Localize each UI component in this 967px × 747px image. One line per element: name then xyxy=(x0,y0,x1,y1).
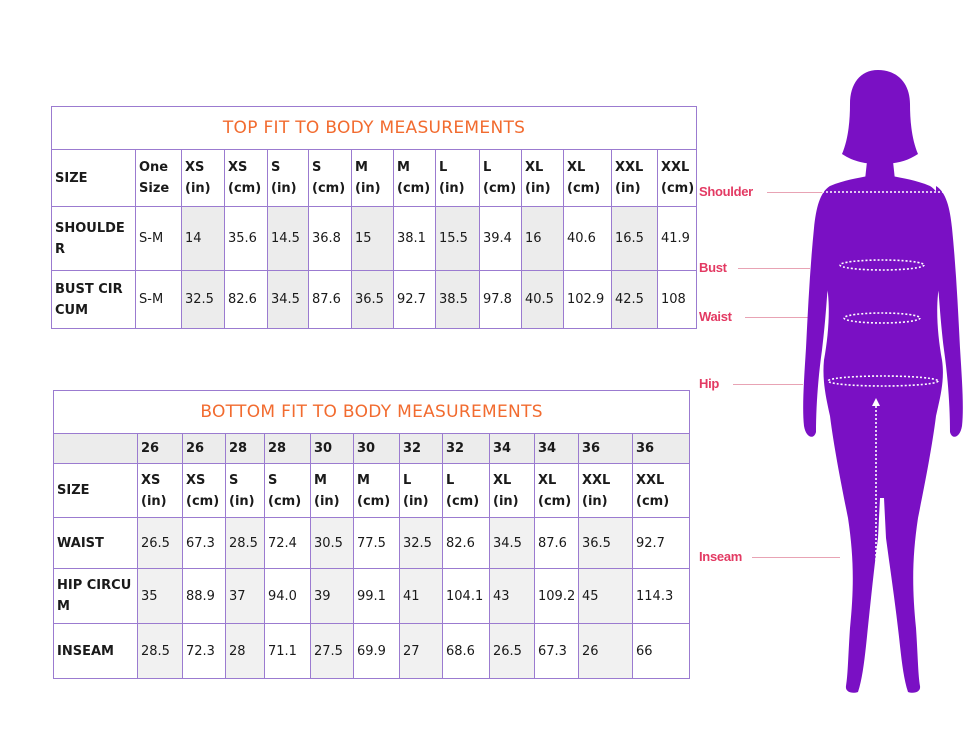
size-unit: (cm) xyxy=(312,181,346,196)
bust-label: Bust xyxy=(699,260,727,275)
measurement-cell: 30.5 xyxy=(311,518,354,569)
size-name: L xyxy=(403,472,412,488)
row-label: SHOULDER xyxy=(52,207,136,271)
size-unit: (in) xyxy=(185,181,211,196)
size-unit: (in) xyxy=(615,181,641,196)
bottom-table-title: BOTTOM FIT TO BODY MEASUREMENTS xyxy=(54,391,690,434)
measurement-cell: 41 xyxy=(400,569,443,624)
size-column-header xyxy=(633,464,690,518)
size-unit: (in) xyxy=(582,493,608,509)
top-table-row xyxy=(52,271,697,329)
measurement-cell: 37 xyxy=(226,569,265,624)
size-unit: (in) xyxy=(439,181,465,196)
measurement-cell: 36.5 xyxy=(579,518,633,569)
measurement-cell: 72.3 xyxy=(183,624,226,679)
size-column-header xyxy=(535,464,579,518)
silhouette-shape xyxy=(803,70,963,693)
size-name: M xyxy=(357,472,370,488)
top-fit-table xyxy=(51,106,697,329)
size-column-header xyxy=(226,464,265,518)
inseam-label: Inseam xyxy=(699,549,743,564)
numeric-size-header: 30 xyxy=(354,434,400,464)
size-column-header xyxy=(136,150,182,207)
waist-label: Waist xyxy=(699,309,732,324)
size-name: L xyxy=(439,160,448,175)
measurement-cell: 92.7 xyxy=(633,518,690,569)
measurement-cell: 16 xyxy=(522,207,564,271)
size-name: XS xyxy=(141,472,161,488)
measurement-cell: 35.6 xyxy=(225,207,268,271)
size-header: SIZE xyxy=(54,464,138,518)
size-column-header xyxy=(564,150,612,207)
size-unit: (cm) xyxy=(661,181,695,196)
size-column-header xyxy=(138,464,183,518)
size-unit: (in) xyxy=(355,181,381,196)
size-name: XXL xyxy=(661,160,690,175)
size-unit: (cm) xyxy=(186,493,220,509)
measurement-cell: 40.5 xyxy=(522,271,564,329)
size-column-header xyxy=(265,464,311,518)
row-label: HIP CIRCUM xyxy=(54,569,138,624)
size-name: XXL xyxy=(615,160,644,175)
bottom-table-row xyxy=(54,518,690,569)
size-column-header xyxy=(490,464,535,518)
measurement-cell: 43 xyxy=(490,569,535,624)
body-silhouette xyxy=(800,68,967,708)
measurement-cell: 99.1 xyxy=(354,569,400,624)
measurement-cell: 26 xyxy=(579,624,633,679)
numeric-size-header: 32 xyxy=(400,434,443,464)
size-name: S xyxy=(268,472,278,488)
size-unit: (cm) xyxy=(268,493,302,509)
size-column-header xyxy=(352,150,394,207)
size-name: S xyxy=(229,472,239,488)
size-column-header xyxy=(400,464,443,518)
measurement-cell: 39.4 xyxy=(480,207,522,271)
size-unit: Size xyxy=(139,181,170,196)
row-label: BUST CIRCUM xyxy=(52,271,136,329)
shoulder-label: Shoulder xyxy=(699,184,753,199)
size-column-header xyxy=(268,150,309,207)
size-column-header xyxy=(579,464,633,518)
measurement-cell: 45 xyxy=(579,569,633,624)
measurement-cell: S-M xyxy=(136,207,182,271)
measurement-cell: 66 xyxy=(633,624,690,679)
measurement-cell: 32.5 xyxy=(182,271,225,329)
size-unit: (in) xyxy=(141,493,167,509)
numeric-size-header: 34 xyxy=(535,434,579,464)
measurement-cell: 71.1 xyxy=(265,624,311,679)
size-column-header xyxy=(183,464,226,518)
size-name: L xyxy=(446,472,455,488)
size-name: S xyxy=(312,160,322,175)
size-column-header xyxy=(309,150,352,207)
measurement-cell: 39 xyxy=(311,569,354,624)
measurement-cell: 94.0 xyxy=(265,569,311,624)
hip-label: Hip xyxy=(699,376,720,391)
measurement-cell: 82.6 xyxy=(443,518,490,569)
measurement-cell: 15 xyxy=(352,207,394,271)
measurement-cell: 104.1 xyxy=(443,569,490,624)
size-name: XL xyxy=(538,472,557,488)
row-label: INSEAM xyxy=(54,624,138,679)
measurement-cell: 87.6 xyxy=(535,518,579,569)
numeric-size-header: 36 xyxy=(633,434,690,464)
size-unit: (cm) xyxy=(538,493,572,509)
size-header: SIZE xyxy=(52,150,136,207)
measurement-cell: 41.9 xyxy=(658,207,697,271)
bottom-fit-table xyxy=(53,390,690,679)
measurement-cell: 42.5 xyxy=(612,271,658,329)
measurement-cell: 77.5 xyxy=(354,518,400,569)
size-column-header xyxy=(354,464,400,518)
measurement-cell: 28.5 xyxy=(226,518,265,569)
measurement-cell: 14 xyxy=(182,207,225,271)
bottom-header-row xyxy=(54,464,690,518)
size-name: XL xyxy=(493,472,512,488)
size-name: XL xyxy=(525,160,544,175)
size-column-header xyxy=(612,150,658,207)
numeric-size-header: 28 xyxy=(265,434,311,464)
size-name: XS xyxy=(186,472,206,488)
size-name: XXL xyxy=(582,472,611,488)
measurement-cell: 82.6 xyxy=(225,271,268,329)
size-name: XS xyxy=(228,160,248,175)
measurement-cell: 38.5 xyxy=(436,271,480,329)
top-header-row xyxy=(52,150,697,207)
measurement-cell: 36.8 xyxy=(309,207,352,271)
size-column-header xyxy=(394,150,436,207)
measurement-cell: 109.2 xyxy=(535,569,579,624)
measurement-cell: S-M xyxy=(136,271,182,329)
measurement-cell: 40.6 xyxy=(564,207,612,271)
size-unit: (cm) xyxy=(636,493,670,509)
measurement-cell: 35 xyxy=(138,569,183,624)
size-column-header xyxy=(522,150,564,207)
size-name: XS xyxy=(185,160,205,175)
measurement-cell: 34.5 xyxy=(490,518,535,569)
measurement-cell: 108 xyxy=(658,271,697,329)
size-name: M xyxy=(355,160,368,175)
size-column-header xyxy=(480,150,522,207)
numeric-size-header: 26 xyxy=(183,434,226,464)
measurement-cell: 27 xyxy=(400,624,443,679)
measurement-cell: 26.5 xyxy=(490,624,535,679)
size-column-header xyxy=(311,464,354,518)
waist-leader xyxy=(745,317,808,318)
size-unit: (cm) xyxy=(446,493,480,509)
measurement-cell: 102.9 xyxy=(564,271,612,329)
measurement-cell: 26.5 xyxy=(138,518,183,569)
size-name: S xyxy=(271,160,281,175)
size-column-header xyxy=(182,150,225,207)
size-column-header xyxy=(658,150,697,207)
measurement-cell: 92.7 xyxy=(394,271,436,329)
hip-leader xyxy=(733,384,803,385)
top-table-title: TOP FIT TO BODY MEASUREMENTS xyxy=(52,107,697,150)
measurement-cell: 87.6 xyxy=(309,271,352,329)
measurement-cell: 97.8 xyxy=(480,271,522,329)
measurement-cell: 28 xyxy=(226,624,265,679)
numeric-size-header: 26 xyxy=(138,434,183,464)
measurement-cell: 14.5 xyxy=(268,207,309,271)
size-unit: (in) xyxy=(314,493,340,509)
bottom-table-row xyxy=(54,624,690,679)
measurement-cell: 27.5 xyxy=(311,624,354,679)
size-name: L xyxy=(483,160,492,175)
size-unit: (in) xyxy=(525,181,551,196)
size-name: XL xyxy=(567,160,586,175)
measurement-cell: 32.5 xyxy=(400,518,443,569)
numeric-size-header: 28 xyxy=(226,434,265,464)
measurement-cell: 34.5 xyxy=(268,271,309,329)
measurement-cell: 67.3 xyxy=(183,518,226,569)
size-unit: (in) xyxy=(271,181,297,196)
size-unit: (in) xyxy=(493,493,519,509)
measurement-cell: 16.5 xyxy=(612,207,658,271)
measurement-cell: 72.4 xyxy=(265,518,311,569)
size-unit: (cm) xyxy=(483,181,517,196)
measurement-cell: 114.3 xyxy=(633,569,690,624)
measurement-cell: 68.6 xyxy=(443,624,490,679)
bottom-table-row xyxy=(54,569,690,624)
size-name: One xyxy=(139,160,169,175)
measurement-cell: 28.5 xyxy=(138,624,183,679)
measurement-cell: 38.1 xyxy=(394,207,436,271)
blank-corner-cell xyxy=(54,434,138,464)
size-name: M xyxy=(397,160,410,175)
size-column-header xyxy=(225,150,268,207)
numeric-size-header: 32 xyxy=(443,434,490,464)
numeric-size-header: 36 xyxy=(579,434,633,464)
measurement-cell: 36.5 xyxy=(352,271,394,329)
size-unit: (in) xyxy=(229,493,255,509)
size-name: XXL xyxy=(636,472,665,488)
measurement-cell: 15.5 xyxy=(436,207,480,271)
size-unit: (cm) xyxy=(357,493,391,509)
bottom-numeric-size-row xyxy=(54,434,690,464)
size-name: M xyxy=(314,472,327,488)
size-unit: (cm) xyxy=(397,181,431,196)
measurement-cell: 69.9 xyxy=(354,624,400,679)
size-unit: (cm) xyxy=(567,181,601,196)
top-table-row xyxy=(52,207,697,271)
size-unit: (in) xyxy=(403,493,429,509)
measurement-cell: 88.9 xyxy=(183,569,226,624)
numeric-size-header: 34 xyxy=(490,434,535,464)
row-label: WAIST xyxy=(54,518,138,569)
numeric-size-header: 30 xyxy=(311,434,354,464)
size-column-header xyxy=(436,150,480,207)
measurement-cell: 67.3 xyxy=(535,624,579,679)
size-unit: (cm) xyxy=(228,181,262,196)
size-column-header xyxy=(443,464,490,518)
